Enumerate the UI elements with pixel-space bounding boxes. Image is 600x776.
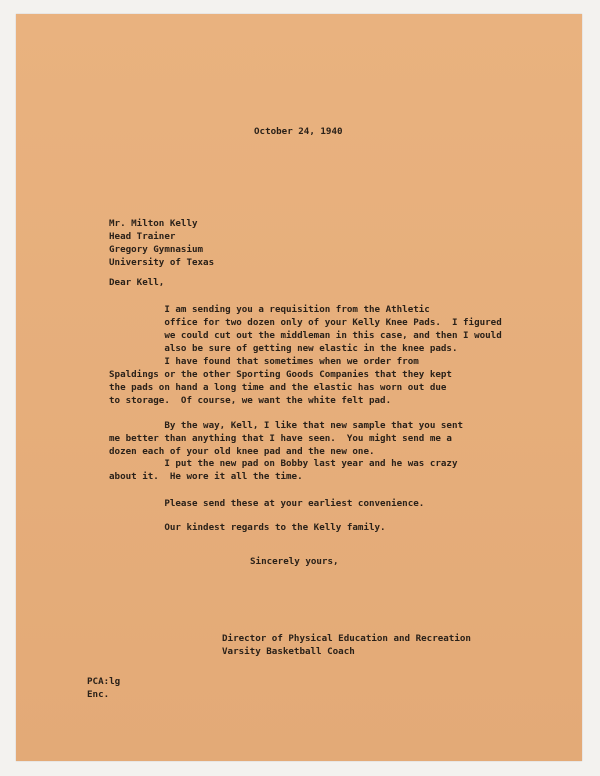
paragraph-line: about it. He wore it all the time. [109,471,303,482]
paragraph-line: Please send these at your earliest convenience. [109,498,425,509]
recipient-line: Mr. Milton Kelly [109,218,198,229]
paragraph-bobby [109,457,457,483]
paragraph-line: Our kindest regards to the Kelly family. [109,522,386,533]
paragraph-line: dozen each of your old knee pad and the new one. [109,446,375,457]
paragraph-line: to storage. Of course, we want the white felt pad. [109,395,392,406]
signature-line: Director of Physical Education and Recreation [222,633,471,644]
paragraph-line: office for two dozen only of your Kelly Knee Pads. I figured [109,317,502,328]
paragraph-line: also be sure of getting new elastic in the knee pads. [109,343,458,354]
letter-date: October 24, 1940 [254,126,343,137]
paragraph-line: I put the new pad on Bobby last year and he was crazy [109,458,458,469]
recipient-line: Gregory Gymnasium [109,244,204,255]
paragraph-convenience [109,497,424,510]
reference-initials [87,675,120,701]
paragraph-storage [109,355,452,407]
paragraph-line: the pads on hand a long time and the elastic has worn out due [109,382,447,393]
paragraph-line: By the way, Kell, I like that new sample that you sent [109,420,464,431]
signature-block [222,632,471,658]
reference-line: PCA:lg [87,676,121,687]
salutation: Dear Kell, [109,277,165,288]
recipient-line: University of Texas [109,257,215,268]
paragraph-line: we could cut out the middleman in this case, and then I would [109,330,502,341]
paragraph-regards [109,521,386,534]
recipient-address [109,217,214,269]
recipient-line: Head Trainer [109,231,176,242]
paragraph-line: I am sending you a requisition from the Athletic [109,304,430,315]
paragraph-line: Spaldings or the other Sporting Goods Companies that they kept [109,369,452,380]
paragraph-sample [109,419,463,458]
paragraph-line: I have found that sometimes when we order from [109,356,419,367]
signature-line: Varsity Basketball Coach [222,646,355,657]
reference-line: Enc. [87,689,110,700]
paragraph-line: me better than anything that I have seen. You might send me a [109,433,452,444]
letter-page [16,14,582,761]
closing: Sincerely yours, [250,556,339,567]
paragraph-requisition [109,303,502,355]
